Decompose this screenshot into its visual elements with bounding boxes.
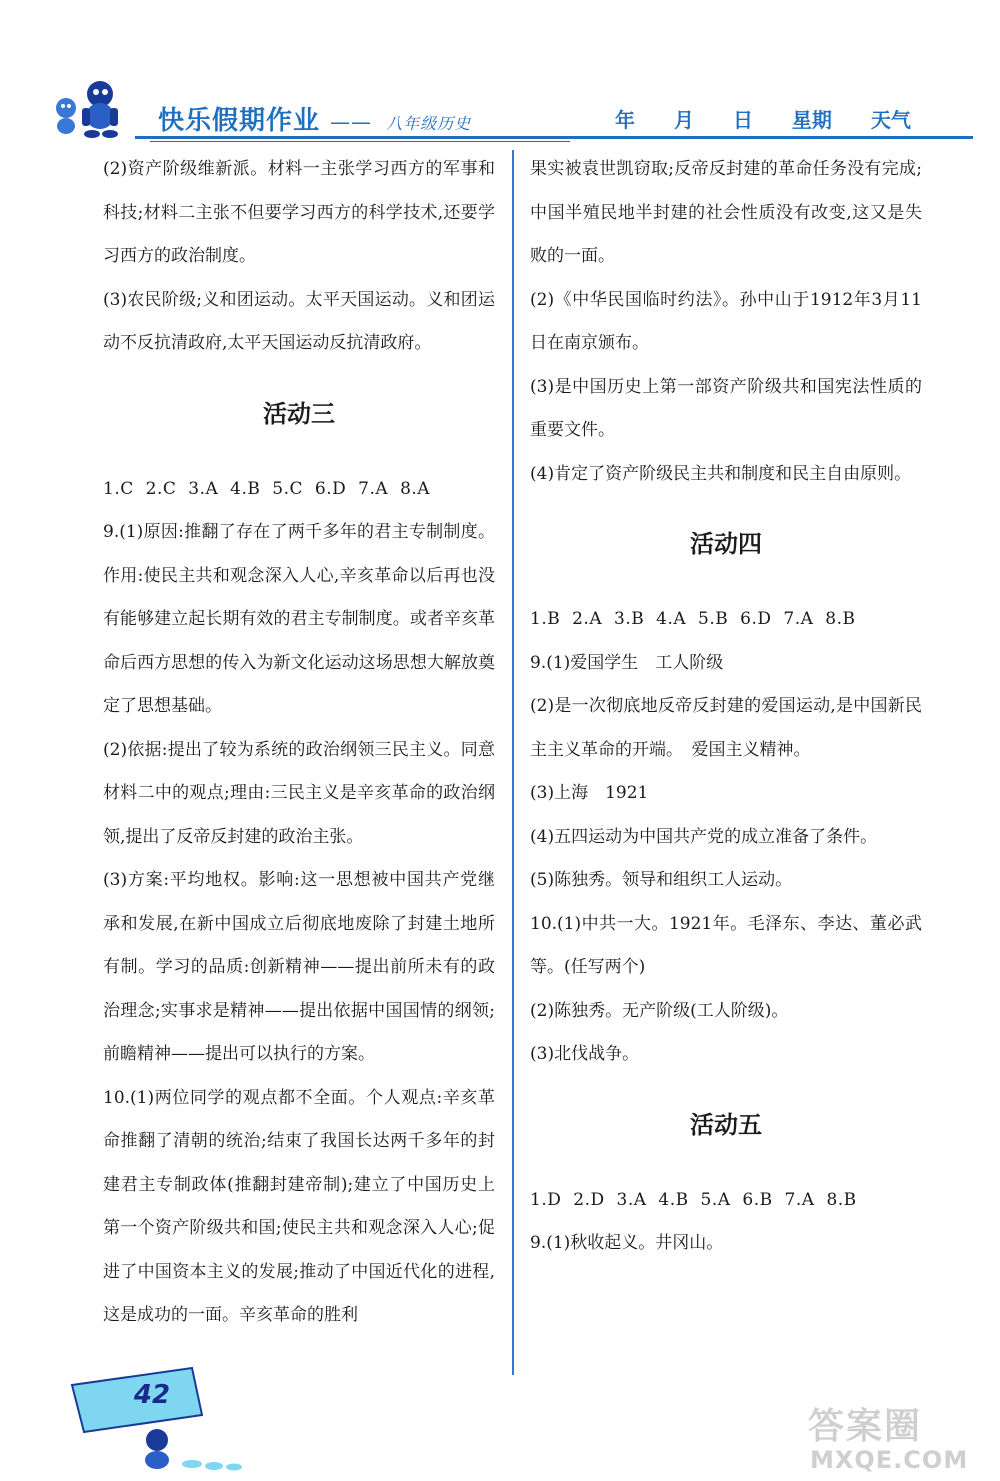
watermark-logo bbox=[800, 1398, 980, 1478]
mascot-icon bbox=[52, 78, 142, 140]
page-header bbox=[40, 78, 930, 138]
brand-dash: —— bbox=[330, 110, 373, 134]
answer-paragraph: 9.(1)爱国学生 工人阶级 bbox=[530, 652, 724, 673]
column-divider bbox=[512, 150, 514, 1375]
section-heading: 活动三 bbox=[263, 399, 335, 428]
brand-name: 快乐假期作业 bbox=[158, 106, 321, 136]
answer-paragraph: 果实被袁世凯窃取;反帝反封建的革命任务没有完成;中国半殖民地半封建的社会性质没有改变,这又是失败的一面。 bbox=[530, 159, 922, 266]
watermark-url: MXQE.COM bbox=[810, 1446, 969, 1474]
answer-paragraph: (3)北伐战争。 bbox=[530, 1044, 640, 1064]
answer-paragraph: (3)方案:平均地权。影响:这一思想被中国共产党继承和发展,在新中国成立后彻底地废除了封建土地所有制。学习的品质:创新精神——提出前所未有的政治理念;实事求是精神——提出依据中国国情的纲领;前瞻精神——提出可以执行的方案。 bbox=[103, 870, 495, 1064]
answer-paragraph: (3)是中国历史上第一部资产阶级共和国宪法性质的重要文件。 bbox=[530, 376, 922, 440]
answer-paragraph: (3)上海 1921 bbox=[530, 783, 649, 803]
right-column bbox=[530, 148, 922, 1266]
page-number: 42 bbox=[133, 1380, 171, 1410]
left-column bbox=[103, 148, 495, 1338]
section-heading: 活动四 bbox=[690, 530, 762, 558]
answer-paragraph: 10.(1)两位同学的观点都不全面。个人观点:辛亥革命推翻了清朝的统治;结束了我国长达两千多年的封建君主专制政体(推翻封建帝制);建立了中国历史上第一个资产阶级共和国;使民主共和观念深入人心;促进了中国资本主义的发展;推动了中国近代化的进程,这是成功的一面。辛亥革命的胜利 bbox=[103, 1087, 495, 1325]
answer-paragraph: (2)资产阶级维新派。材料一主张学习西方的军事和科技;材料二主张不但要学习西方的科学技术,还要学习西方的政治制度。 bbox=[103, 159, 495, 266]
choice-answers: 1.B 2.A 3.B 4.A 5.B 6.D 7.A 8.B bbox=[530, 609, 856, 629]
answer-paragraph: 9.(1)秋收起义。井冈山。 bbox=[530, 1233, 724, 1253]
mascot-sign-icon bbox=[62, 1360, 262, 1475]
date-field-weather: 天气 bbox=[870, 108, 911, 132]
watermark-text: 答案圈 bbox=[808, 1406, 923, 1447]
answer-paragraph: (2)是一次彻底地反帝反封建的爱国运动,是中国新民主主义革命的开端。 爱国主义精神。 bbox=[530, 696, 922, 760]
answer-paragraph: (2)陈独秀。无产阶级(工人阶级)。 bbox=[530, 1000, 789, 1021]
answer-paragraph: (3)农民阶级;义和团运动。太平天国运动。义和团运动不反抗清政府,太平天国运动反抗清政府。 bbox=[103, 289, 495, 353]
section-heading: 活动五 bbox=[690, 1110, 762, 1139]
page-number-badge bbox=[62, 1360, 262, 1475]
date-fields bbox=[615, 104, 943, 133]
header-rule-thin bbox=[150, 141, 570, 142]
date-field-month: 月 bbox=[673, 108, 694, 132]
header-rule bbox=[135, 136, 973, 139]
series-title bbox=[158, 100, 471, 137]
answer-paragraph: (2)依据:提出了较为系统的政治纲领三民主义。同意材料二中的观点;理由:三民主义是辛亥革命的政治纲领,提出了反帝反封建的政治主张。 bbox=[103, 739, 495, 847]
answer-paragraph: 10.(1)中共一大。1921年。毛泽东、李达、董必武等。(任写两个) bbox=[530, 913, 922, 977]
date-field-year: 年 bbox=[615, 108, 635, 132]
answer-paragraph: (2)《中华民国临时约法》。孙中山于1912年3月11日在南京颁布。 bbox=[530, 289, 922, 353]
answer-paragraph: (4)五四运动为中国共产党的成立准备了条件。 bbox=[530, 826, 878, 847]
choice-answers: 1.C 2.C 3.A 4.B 5.C 6.D 7.A 8.A bbox=[103, 478, 431, 499]
answer-paragraph: (5)陈独秀。领导和组织工人运动。 bbox=[530, 870, 793, 890]
date-field-weekday: 星期 bbox=[791, 108, 832, 132]
date-field-day: 日 bbox=[732, 108, 753, 132]
choice-answers: 1.D 2.D 3.A 4.B 5.A 6.B 7.A 8.B bbox=[530, 1189, 857, 1210]
answer-paragraph: 9.(1)原因:推翻了存在了两千多年的君主专制制度。作用:使民主共和观念深入人心,辛亥革命以后再也没有能够建立起长期有效的君主专制制度。或者辛亥革命后西方思想的传入为新文化运动这场思想大解放奠定了思想基础。 bbox=[103, 522, 495, 716]
brand-subtitle: 八年级历史 bbox=[386, 114, 472, 133]
answer-paragraph: (4)肯定了资产阶级民主共和制度和民主自由原则。 bbox=[530, 463, 912, 484]
